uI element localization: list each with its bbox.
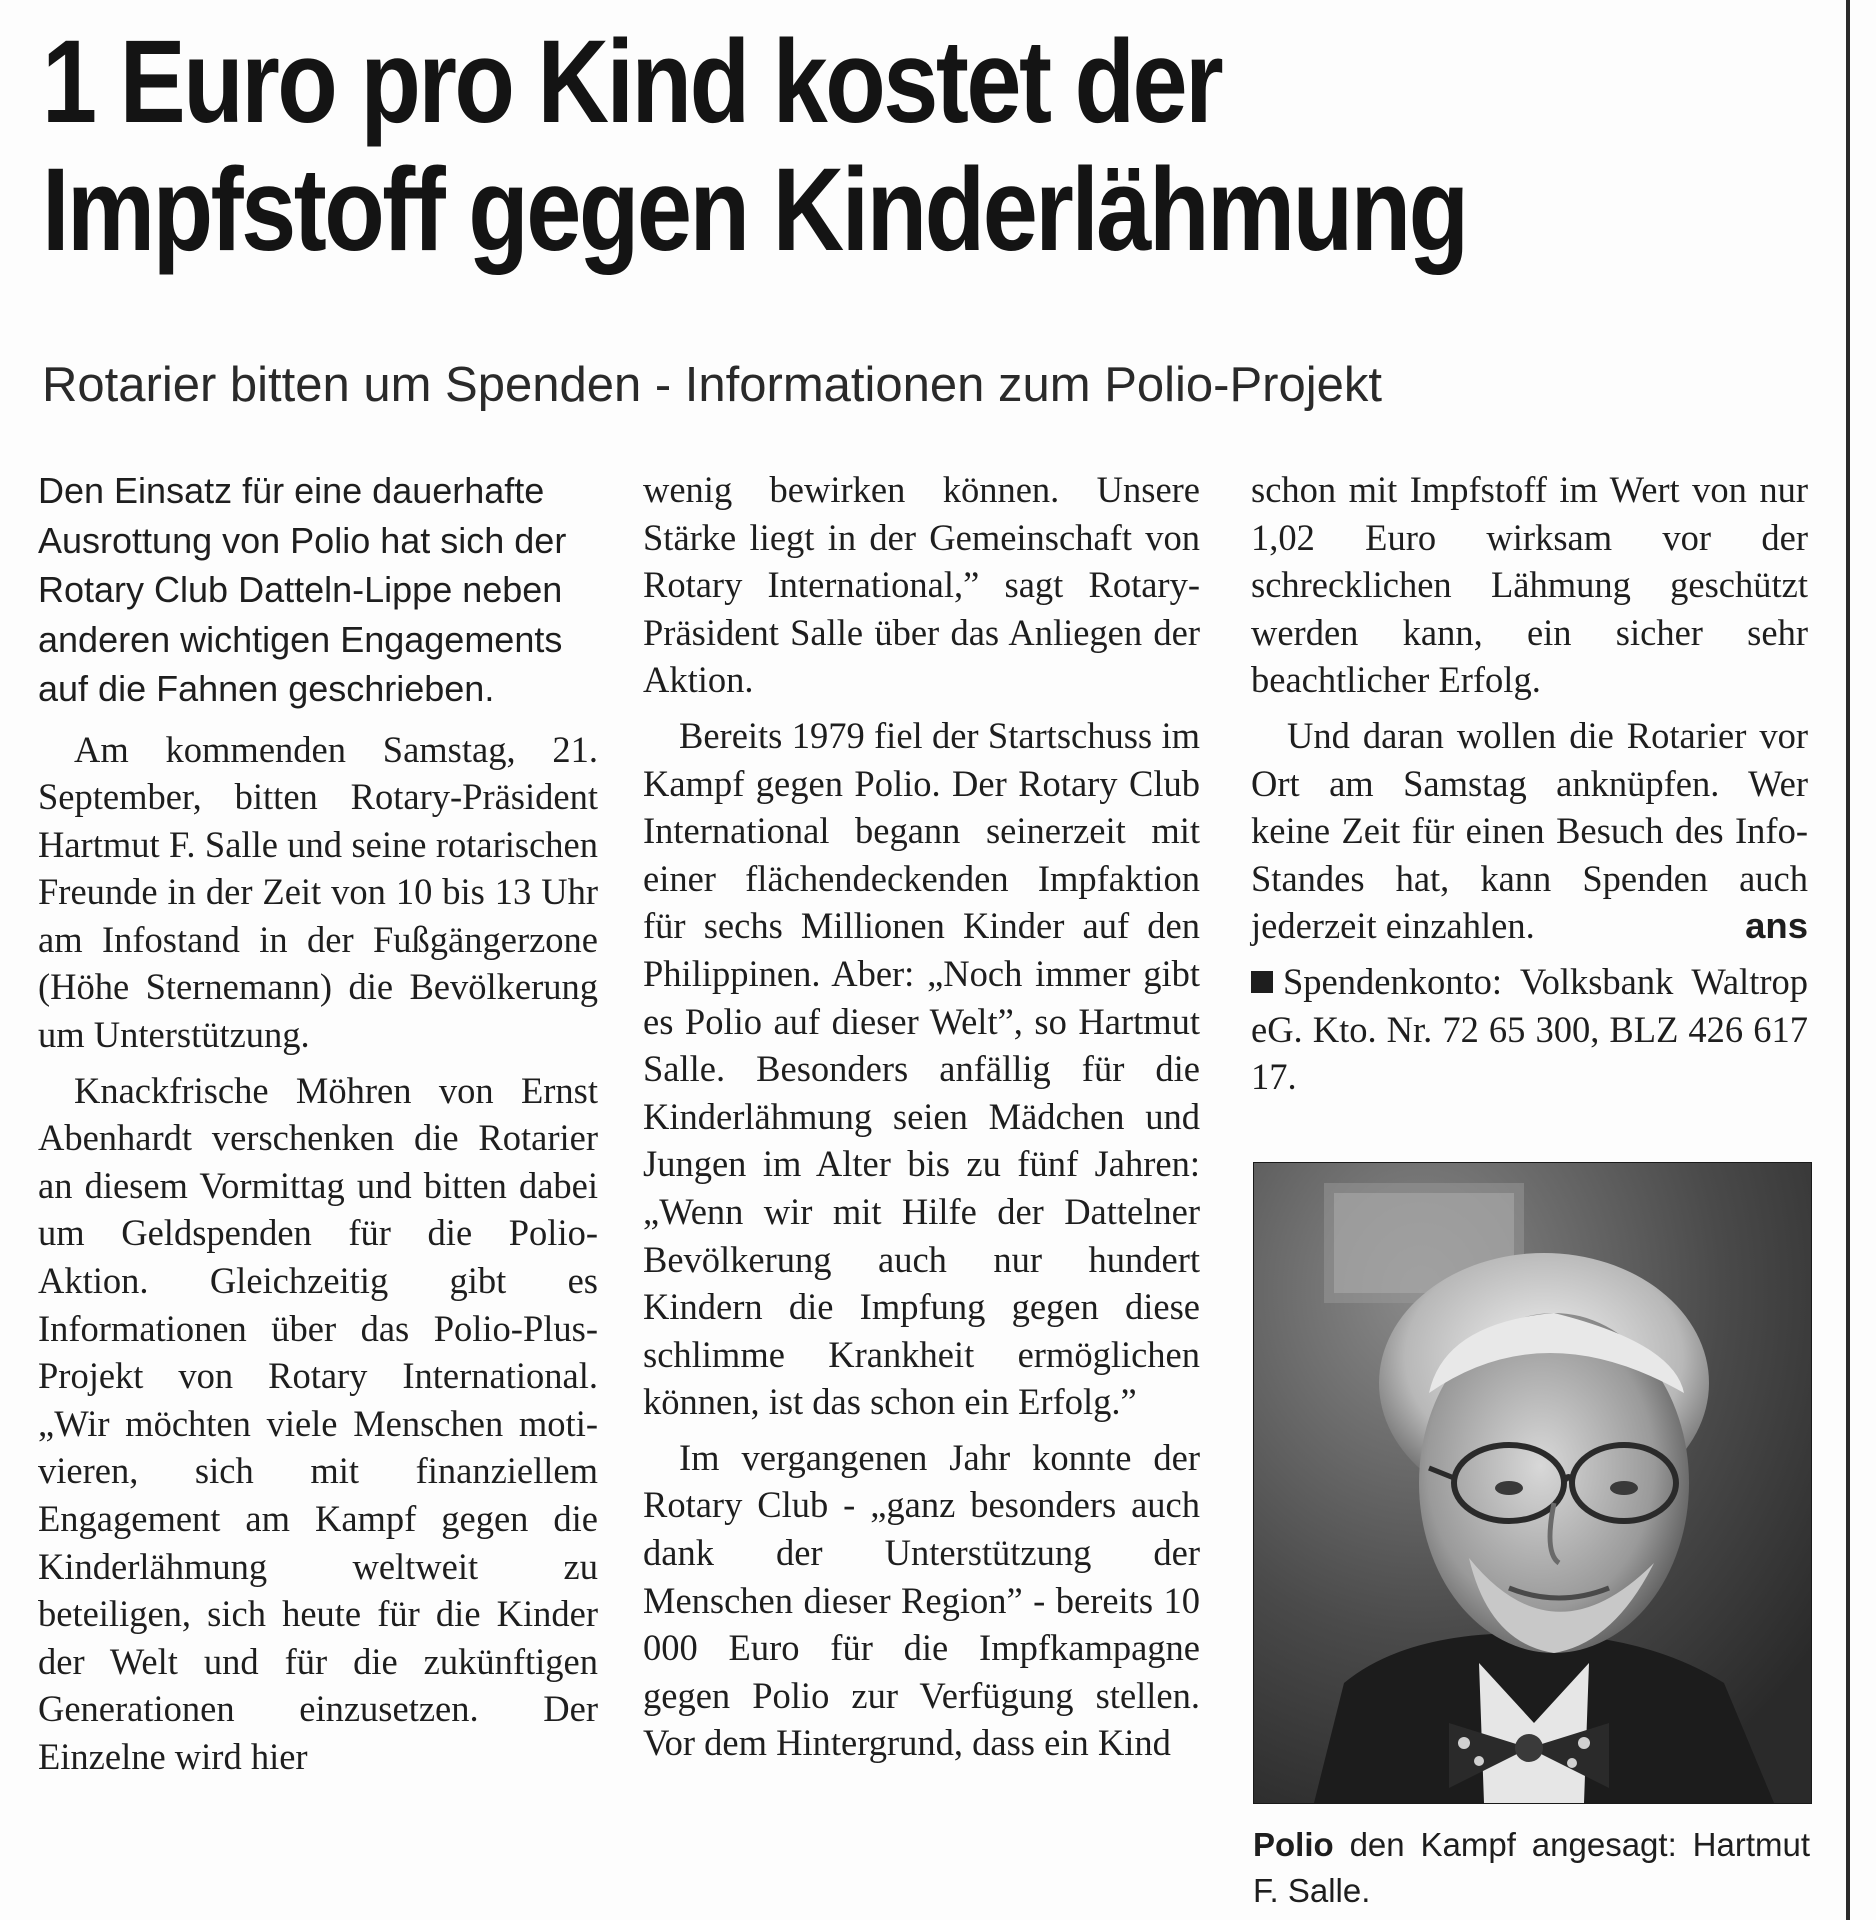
headline xyxy=(42,18,1554,274)
photo-caption-lead: Polio xyxy=(1253,1826,1334,1863)
body-paragraph: wenig bewirken können. Unsere Stärke liegt in der Gemeinschaft von Rotary International,” sagt Rotary-Präsident Salle über das Anliegen der Aktion. xyxy=(643,469,1200,701)
body-paragraph: Im vergangenen Jahr konnte der Rotary Club - „ganz besonders auch dank der Unterstützung der Menschen dieser Region” - bereits 10 000 Euro für die Impfkampagne gegen Polio zur Verfügung stellen. Vor dem Hintergrund, dass ein Kind xyxy=(643,1436,1200,1764)
portrait-illustration xyxy=(1254,1163,1811,1803)
column-rule xyxy=(1846,0,1850,1920)
donation-account xyxy=(1251,958,1808,1101)
photo-caption xyxy=(1253,1822,1810,1914)
article-column-2 xyxy=(643,466,1200,1767)
headline-line-2: Impfstoff gegen Kinderlähmung xyxy=(42,144,1467,276)
lead-paragraph: Den Einsatz für eine dauerhafte Ausrottung von Polio hat sich der Rotary Club Datteln-Lippe neben anderen wichtigen Engagements auf die Fahnen geschrieben. xyxy=(38,470,567,709)
square-bullet-icon xyxy=(1251,971,1273,993)
subheadline: Rotarier bitten um Spenden - Informationen zum Polio-Projekt xyxy=(42,358,1382,412)
article-column-1 xyxy=(38,466,598,1781)
headline-line-1: 1 Euro pro Kind kostet der xyxy=(42,16,1222,148)
author-byline: ans xyxy=(1745,905,1808,947)
body-paragraph-text: Und daran wollen die Rotarier vor Ort am Samstag anknüpfen. Wer keine Zeit für einen Besuch des Info-Standes hat, kann Spenden auch jederzeit einzahlen. xyxy=(1251,714,1808,947)
body-paragraph: Bereits 1979 fiel der Startschuss im Kampf gegen Polio. Der Rotary Club International begann seinerzeit mit einer flächendeckenden Impfaktion für sechs Millionen Kinder auf den Philippinen. Aber: „Noch immer gibt es Polio auf dieser Welt”, so Hartmut Salle. Besonders anfällig für die Kinderlähmung seien Mädchen und Jungen im Alter bis zu fünf Jahren: „Wenn wir mit Hilfe der Dattelner Bevölkerung auch nur hundert Kindern die Impfung gegen diese schlimme Krankheit ermöglichen können, ist das schon ein Erfolg.” xyxy=(643,714,1200,1423)
article-column-3 xyxy=(1251,466,1808,1101)
photo-caption-text: den Kampf angesagt: Hartmut F. Salle. xyxy=(1253,1826,1810,1909)
body-paragraph: schon mit Impfstoff im Wert von nur 1,02 Euro wirksam vor der schrecklichen Lähmung geschützt werden kann, ein sicher sehr beachtlicher Erfolg. xyxy=(1251,469,1808,701)
body-paragraph: Knackfrische Möhren von Ernst Abenhardt verschenken die Rotarier an diesem Vormittag und bitten dabei um Geldspenden für die Polio-Aktion. Gleichzeitig gibt es Informationen über das Polio-Plus-Projekt von Rotary International. „Wir möchten viele Menschen motivieren, sich mit finanziellem Engagement am Kampf gegen die Kinderlähmung weltweit zu beteiligen, sich heute für die Kinder der Welt und für die zukünftigen Generationen einzusetzen. Der Einzelne wird hier xyxy=(38,1069,598,1777)
body-paragraph: Am kommenden Samstag, 21. September, bitten Rotary-Präsident Hartmut F. Salle und seine rotarischen Freunde in der Zeit von 10 bis 13 Uhr am Infostand in der Fußgängerzone (Höhe Sternemann) die Bevölkerung um Unterstützung. xyxy=(38,728,598,1056)
body-paragraph xyxy=(1251,712,1808,950)
portrait-photo xyxy=(1253,1162,1812,1804)
donation-account-text: Spendenkonto: Volksbank Waltrop eG. Kto. Nr. 72 65 300, BLZ 426 617 17. xyxy=(1251,960,1808,1098)
